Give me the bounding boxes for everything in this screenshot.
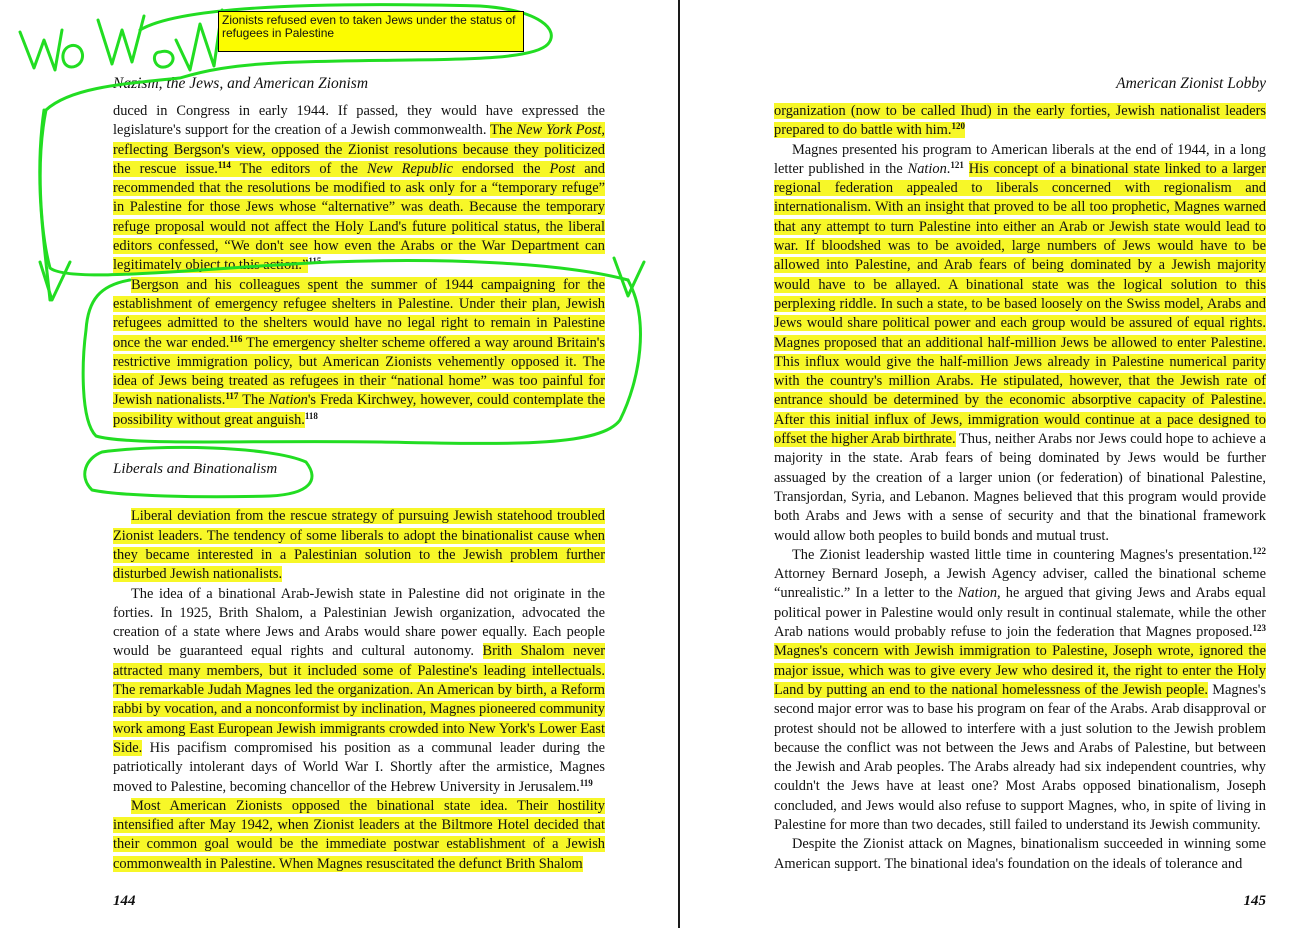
highlight — [113, 508, 605, 582]
text-run: Bergson and his colleagues spent the summer of 1944 campaigning for the establishment of emergency refugee shelters in Palestine. Under their plan, Jewish refugees admitted to the shelters would have no legal right to remain in Palestine once the war ended. — [113, 276, 605, 351]
paragraph — [774, 102, 1266, 141]
running-head-right: American Zionist Lobby — [1116, 75, 1266, 92]
text-run: Magnes presented his program to American liberals at the end of 1944, in a long letter published in the — [774, 141, 1266, 177]
highlight — [774, 161, 1266, 447]
text-run: The editors of the — [230, 160, 368, 177]
yellow-note: Zionists refused even to taken Jews under the status of refugees in Palestine — [218, 11, 524, 52]
highlight — [774, 103, 1266, 138]
publication-title: Nation — [268, 392, 308, 409]
text-run: endorsed the — [452, 160, 550, 177]
publication-title: New York Post — [516, 122, 602, 139]
text-run: organization (now to be called Ihud) in the early forties, Jewish nationalist leaders prepared to do battle with him. — [774, 103, 1266, 139]
paragraph — [113, 585, 605, 797]
text-run: Thus, neither Arabs nor Jews could hope to achieve a majority in the state. Arab fears of being dominated by Jews would be further assuaged by the creation of a larger union (or federation) of binational Palestine, Transjordan, Syria, and Lebanon. Magnes believed that this program would provide both Arabs and Jews with a sense of security and that the binational framework would allow both peoples to build bonds and mutual trust. — [774, 431, 1266, 544]
arrow-head-right — [614, 258, 644, 296]
scrawl-o-stroke — [154, 51, 173, 67]
text-run: Brith Shalom never attracted many members, but it included some of Palestine's leading intellectuals. The remarkable Judah Magnes led the organization. An American by birth, a Reform rabbi by vocation, and a nonconformist by inclination, Magnes pioneered community work among East European Jewish immigrants crowded into New York's Lower East Side. — [113, 643, 605, 756]
text-run: , he argued that giving Jews and Arabs equal political power in Palestine would only result in continual stalemate, while the other Arab nations would probably refuse to join the federation that Magnes proposed. — [774, 585, 1266, 641]
footnote-ref: 122 — [1252, 545, 1266, 556]
text-run: Attorney Bernard Joseph, a Jewish Agency adviser, called the binational scheme “unrealistic.” In a letter to the — [774, 566, 1266, 602]
publication-title: New Republic — [367, 160, 453, 177]
publication-title: Nation — [957, 585, 998, 602]
text-run: 's Freda Kirchwey, however, could contemplate the possibility without great anguish. — [113, 392, 606, 428]
highlight — [113, 798, 605, 872]
text-run: Most American Zionists opposed the binational state idea. Their hostility intensified after May 1942, when Zionist leaders at the Biltmore Hotel decided that their common goal would be the immediate postwar establishment of a Jewish commonwealth in Palestine. When Magnes resuscitated the defunct Brith Shalom — [113, 797, 605, 872]
left-body-text — [113, 102, 605, 874]
publication-title: Post — [549, 160, 576, 177]
text-run: The — [490, 122, 517, 139]
footnote-ref: 115 — [308, 256, 322, 267]
paragraph — [113, 797, 605, 874]
arrow-head-left — [40, 262, 70, 300]
footnote-ref: 123 — [1252, 623, 1266, 634]
footnote-ref: 116 — [229, 333, 243, 344]
footnote-ref: 119 — [579, 777, 593, 788]
footnote-ref: 120 — [951, 121, 965, 132]
scrawl-w-stroke — [176, 10, 222, 70]
text-run: The idea of a binational Arab-Jewish state in Palestine did not originate in the forties. In 1925, Brith Shalom, a Palestinian Jewish organization, advocated the creation of a state where Jews and Arabs would share power equally. Each people would be guaranteed equal rights and cultural autonomy. — [113, 585, 605, 660]
text-run: . — [946, 160, 951, 177]
right-page — [680, 0, 1297, 928]
paragraph — [113, 102, 605, 276]
text-run: and recommended that the resolutions be modified to ask only for a “temporary refuge” in Palestine for those Jews whose “alternative” was death. Because the temporary refuge proposal would not affect the Holy Land's future political status, the liberal editors confessed, “We don't see how even the Arabs or the War Department can legitimately object to this action.” — [113, 160, 605, 274]
arrow-down-left — [40, 110, 50, 300]
text-run: duced in Congress in early 1944. If passed, they would have expressed the legislature's support for the creation of a Jewish commonwealth. — [113, 103, 605, 139]
paragraph — [113, 276, 605, 430]
text-run: His pacifism compromised his position as a communal leader during the patriotically intolerant days of World War I. Shortly after the armistice, Magnes moved to Palestine, becoming chancellor of the Hebrew University in Jerusalem. — [113, 739, 605, 795]
scrawl-o-stroke — [63, 45, 83, 67]
highlight — [113, 277, 605, 428]
publication-title: Nation — [907, 160, 947, 177]
text-run: His concept of a binational state linked to a larger regional federation appealed to liberals concerned with regionalism and internationalism. With an insight that proved to be all too prophetic, Magnes warned that any attempt to turn Palestine into either an Arab or Jewish state would lead to war. If bloodshed was to be avoided, large numbers of Jews would have to be allowed into Palestine, and Arab fears of being dominated by a Jewish majority would have to be allayed. A binational state was the logical solution to this perplexing riddle. In such a state, to be based loosely on the Swiss model, Arabs and Jews would share political power and each group would be assured of equal rights. Magnes proposed that an additional half-million Jews be allowed to enter Palestine. This influx would give the half-million Jews already in Palestine numerical parity with the country's million Arabs. He stipulated, however, that the Jewish rate of entrance should be determined by the economic absorptive capacity of Palestine. After this initial influx of Jews, immigration would continue at a pace designed to offset the higher Arab birthrate. — [774, 160, 1266, 448]
text-run: , reflecting Bergson's view, opposed the Zionist resolutions because they politicized the rescue issue. — [113, 122, 605, 177]
footnote-ref: 114 — [217, 159, 231, 170]
paragraph — [774, 835, 1266, 874]
text-run: The emergency shelter scheme offered a way around Britain's restrictive immigration policy, but American Zionists vehemently opposed it. The idea of Jews being treated as refugees in their “national home” was too painful for Jewish nationalists. — [113, 334, 605, 409]
footnote-ref: 118 — [304, 410, 318, 421]
page-number-right: 145 — [1243, 893, 1266, 909]
text-run: Liberal deviation from the rescue strategy of pursuing Jewish statehood troubled Zionist leaders. The tendency of some liberals to adopt the binationalist cause when they became interested in a Palestinian solution to the Jewish problem further disturbed Jewish nationalists. — [113, 508, 605, 583]
scrawl-w-stroke — [98, 16, 144, 64]
text-run: Magnes's second major error was to base his program on fear of the Arabs. Arab disapproval or protest should not be allowed to interfere with a just solution to the Jewish problem because the conflict was not between the Jews and Arabs of Palestine, but between the Jewish and Arab peoples. The Arabs already had six independent countries, why couldn't the Jews have at least one? Most Arabs opposed binationalism, Joseph concluded, and Jews would also refuse to support Magnes, who, in spite of living in Palestine for more than two decades, still failed to understand its Jewish community. — [774, 681, 1266, 833]
section-subhead: Liberals and Binationalism — [113, 461, 278, 478]
page-number-left: 144 — [113, 893, 136, 909]
paragraph — [774, 546, 1266, 835]
highlight — [774, 643, 1266, 698]
paragraph — [113, 507, 605, 584]
highlight — [113, 122, 605, 273]
right-body-text — [774, 102, 1266, 874]
text-run: Magnes's concern with Jewish immigration to Palestine, Joseph wrote, ignored the major issue, which was to give every Jew who desired it, the right to enter the Holy Land by putting an end to the national homelessness of the Jewish people. — [774, 643, 1266, 698]
text-run: The — [238, 392, 269, 409]
text-run: Despite the Zionist attack on Magnes, binationalism succeeded in winning some American support. The binational idea's foundation on the ideals of tolerance and — [774, 836, 1266, 872]
running-head-left: Nazism, the Jews, and American Zionism — [113, 75, 369, 92]
footnote-ref: 117 — [225, 391, 239, 402]
scrawl-w-stroke — [20, 30, 62, 70]
text-run: The Zionist leadership wasted little time in countering Magnes's presentation. — [792, 546, 1253, 563]
paragraph — [774, 141, 1266, 546]
footnote-ref: 121 — [950, 159, 964, 170]
